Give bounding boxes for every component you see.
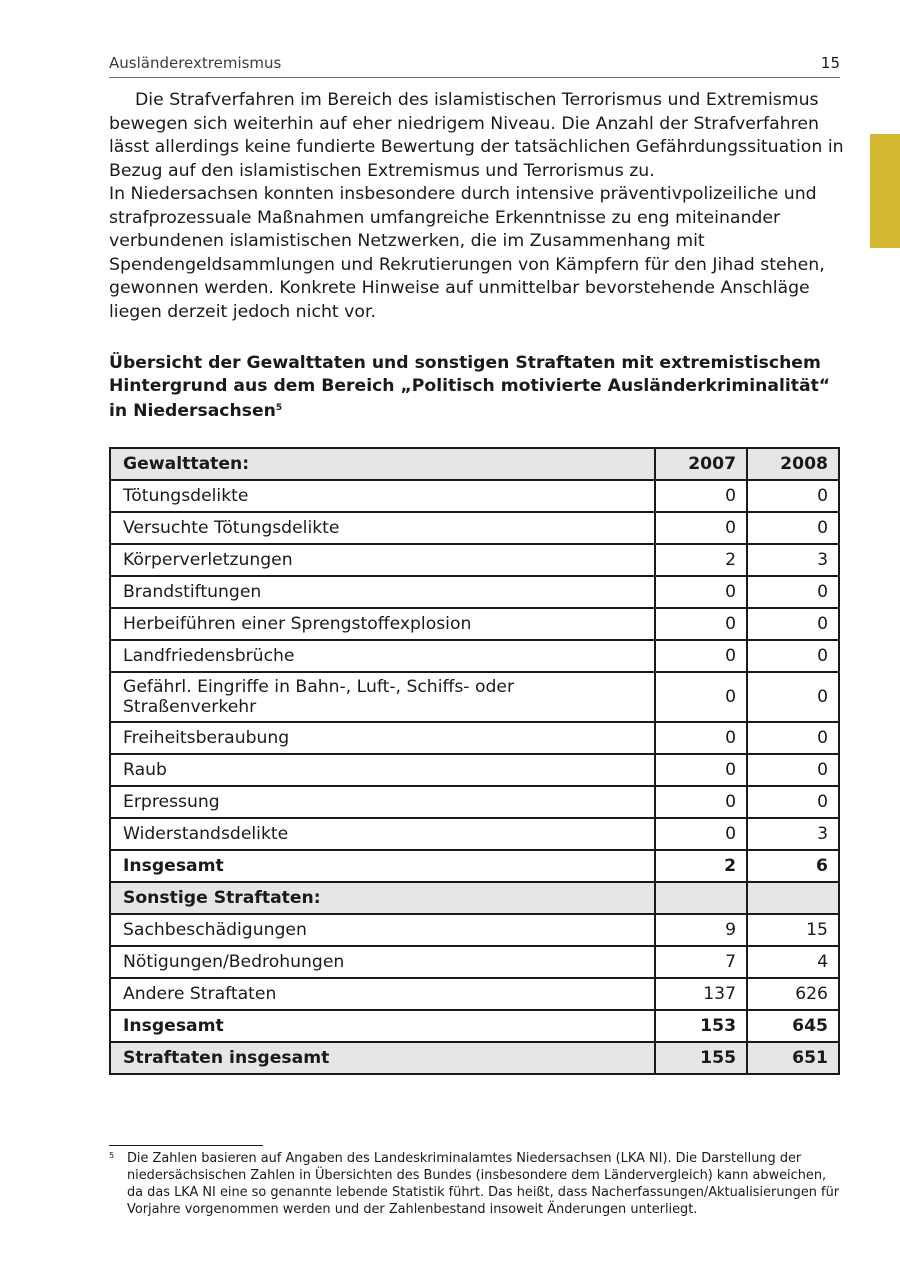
value-2007: 137 [655, 978, 747, 1010]
page-header [109, 53, 840, 78]
table-row [110, 722, 839, 754]
table-row [110, 754, 839, 786]
value-2008: 0 [747, 640, 839, 672]
table-row [110, 914, 839, 946]
footnote [109, 1150, 844, 1218]
subtotal-row [110, 850, 839, 882]
table-row [110, 978, 839, 1010]
header-year-2008: 2008 [747, 448, 839, 480]
value-2007: 0 [655, 576, 747, 608]
table-row [110, 672, 839, 722]
header-year-2007: 2007 [655, 448, 747, 480]
value-2007: 0 [655, 512, 747, 544]
table-row [110, 480, 839, 512]
page-number: 15 [820, 54, 840, 72]
value-2007: 0 [655, 672, 747, 722]
section-header-row [110, 882, 839, 914]
section-title: Ausländerextremismus [109, 54, 282, 72]
chapter-tab-marker [870, 134, 900, 248]
value-2008: 4 [747, 946, 839, 978]
header-label: Gewalttaten: [110, 448, 655, 480]
row-label: Sachbeschädigungen [110, 914, 655, 946]
value-2008: 0 [747, 672, 839, 722]
row-label: Insgesamt [110, 850, 655, 882]
grand-total-row [110, 1042, 839, 1074]
table-row [110, 576, 839, 608]
value-2008: 6 [747, 850, 839, 882]
row-label: Versuchte Tötungsdelikte [110, 512, 655, 544]
value-2007: 0 [655, 754, 747, 786]
footnote-text: Die Zahlen basieren auf Angaben des Landeskriminalamtes Niedersachsen (LKA NI). Die Darstellung der niedersächsischen Zahlen in Übersichten des Bundes (insbesondere dem Ländervergleich) kann abweichen, da das LKA NI eine so genannte lebende Statistik führt. Das heißt, dass Nacherfassungen/Aktualisierungen für Vorjahre vorgenommen werden und der Zahlenbestand insoweit Änderungen unterliegt. [127, 1151, 840, 1217]
value-2007: 9 [655, 914, 747, 946]
value-2007: 7 [655, 946, 747, 978]
value-2008 [747, 882, 839, 914]
paragraph: Die Strafverfahren im Bereich des islamistischen Terrorismus und Extremismus bewegen sich weiterhin auf eher niedrigem Niveau. Die Anzahl der Strafverfahren lässt allerdings keine fundierte Bewertung der tatsächlichen Gefährdungssituation in Bezug auf den islamistischen Extremismus und Terrorismus zu. [109, 90, 844, 181]
value-2008: 645 [747, 1010, 839, 1042]
row-label: Insgesamt [110, 1010, 655, 1042]
value-2008: 0 [747, 722, 839, 754]
value-2008: 0 [747, 608, 839, 640]
value-2007: 2 [655, 850, 747, 882]
value-2008: 0 [747, 576, 839, 608]
value-2008: 0 [747, 754, 839, 786]
value-2007: 0 [655, 786, 747, 818]
table-header-row [110, 448, 839, 480]
footnote-mark: 5 [109, 1151, 115, 1160]
value-2008: 3 [747, 818, 839, 850]
value-2008: 3 [747, 544, 839, 576]
row-label: Straftaten insgesamt [110, 1042, 655, 1074]
body-text [109, 89, 849, 324]
value-2008: 0 [747, 786, 839, 818]
statistics-table [109, 447, 840, 1075]
row-label: Erpressung [110, 786, 655, 818]
value-2008: 0 [747, 512, 839, 544]
footnote-divider [109, 1145, 263, 1146]
row-label: Brandstiftungen [110, 576, 655, 608]
table-row [110, 818, 839, 850]
footnote-reference: 5 [275, 403, 283, 413]
value-2007: 153 [655, 1010, 747, 1042]
value-2008: 0 [747, 480, 839, 512]
value-2007: 155 [655, 1042, 747, 1074]
row-label: Raub [110, 754, 655, 786]
row-label: Tötungsdelikte [110, 480, 655, 512]
table-row [110, 512, 839, 544]
row-label: Gefährl. Eingriffe in Bahn-, Luft-, Schiffs- oder Straßenverkehr [110, 672, 655, 722]
value-2008: 651 [747, 1042, 839, 1074]
table-row [110, 640, 839, 672]
value-2007: 0 [655, 608, 747, 640]
value-2008: 626 [747, 978, 839, 1010]
value-2007: 0 [655, 818, 747, 850]
value-2007: 0 [655, 722, 747, 754]
table-row [110, 946, 839, 978]
value-2007: 0 [655, 480, 747, 512]
table-caption [109, 352, 849, 423]
row-label: Freiheitsberaubung [110, 722, 655, 754]
paragraph: In Niedersachsen konnten insbesondere durch intensive präventivpolizeiliche und strafprozessuale Maßnahmen umfangreiche Erkenntnisse zu eng miteinander verbundenen islamistischen Netzwerken, die im Zusammenhang mit Spendengeldsammlungen und Rekrutierungen von Kämpfern für den Jihad stehen, gewonnen werden. Konkrete Hinweise auf unmittelbar bevorstehende Anschläge liegen derzeit jedoch nicht vor. [109, 184, 825, 322]
table-row [110, 608, 839, 640]
value-2007: 0 [655, 640, 747, 672]
caption-text: Übersicht der Gewalttaten und sonstigen Straftaten mit extremistischem Hintergrund aus dem Bereich „Politisch motivierte Ausländerkriminalität“ in Niedersachsen [109, 353, 831, 421]
row-label: Körperverletzungen [110, 544, 655, 576]
table-row [110, 786, 839, 818]
row-label: Widerstandsdelikte [110, 818, 655, 850]
row-label: Herbeiführen einer Sprengstoffexplosion [110, 608, 655, 640]
value-2007 [655, 882, 747, 914]
row-label: Landfriedensbrüche [110, 640, 655, 672]
table-row [110, 544, 839, 576]
value-2008: 15 [747, 914, 839, 946]
row-label: Sonstige Straftaten: [110, 882, 655, 914]
row-label: Nötigungen/Bedrohungen [110, 946, 655, 978]
value-2007: 2 [655, 544, 747, 576]
row-label: Andere Straftaten [110, 978, 655, 1010]
subtotal-row [110, 1010, 839, 1042]
